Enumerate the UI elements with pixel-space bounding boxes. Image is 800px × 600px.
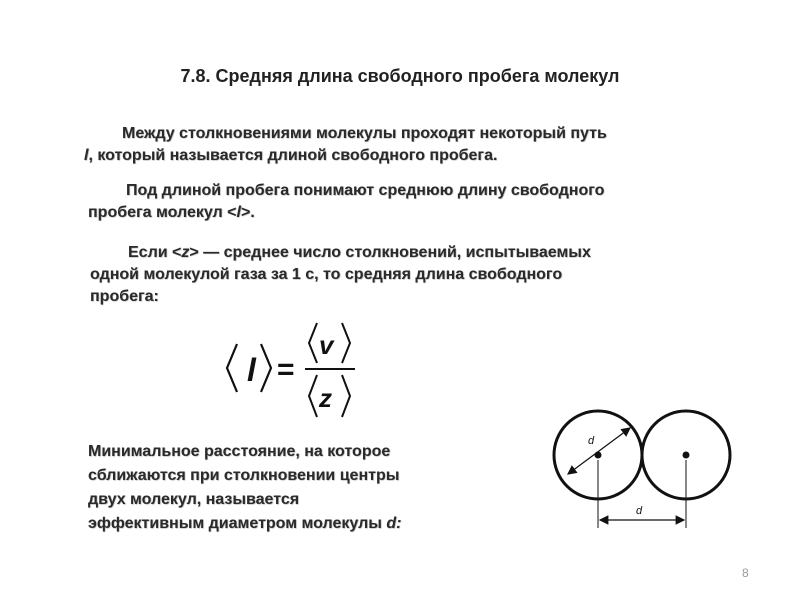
p1-line1: Между столкновениями молекулы проходят некоторый путь: [122, 125, 607, 142]
p3-line3: пробега:: [90, 288, 159, 305]
p4-line2: сближаются при столкновении центры: [88, 467, 400, 484]
page-number: 8: [742, 566, 749, 580]
p2-var-l: l: [236, 204, 241, 221]
center-distance-label: d: [636, 505, 643, 517]
formula-left-angle-close: [261, 344, 271, 392]
formula-num-angle-close: [342, 323, 350, 363]
molecule-collision-diagram: [548, 400, 748, 540]
p3-line1-start: Если <: [128, 244, 182, 261]
paragraph-effective-diameter: [88, 440, 498, 536]
formula-lhs-l: l: [247, 352, 256, 388]
p3-line1-end: > — среднее число столкновений, испытываемых: [189, 244, 591, 261]
molecule-right-center: [683, 452, 690, 459]
p4-line3: двух молекул, называется: [88, 491, 300, 508]
formula-num-angle-open: [309, 323, 317, 363]
diameter-label: d: [588, 435, 595, 447]
p1-var-l: l: [84, 147, 89, 164]
p3-line2: одной молекулой газа за 1 с, то средняя длина свободного: [90, 266, 563, 283]
formula-denominator-z: z: [319, 383, 332, 413]
p2-line2-start: пробега молекул <: [88, 204, 237, 221]
molecule-left-center: [595, 452, 602, 459]
paragraph-mean-free-path-definition: [84, 123, 734, 167]
p2-line1: Под длиной пробега понимают среднюю длину свободного: [126, 182, 605, 199]
p1-line2: , который называется длиной свободного пробега.: [88, 147, 498, 164]
formula-equals: =: [277, 353, 295, 386]
p3-var-z: z: [181, 244, 190, 261]
formula-den-angle-open: [309, 375, 317, 417]
slide-title: 7.8. Средняя длина свободного пробега молекул: [180, 66, 620, 86]
diameter-arrow: [568, 428, 630, 474]
formula-left-angle-open: [227, 344, 237, 392]
p4-line4-start: эффективным диаметром молекулы: [88, 515, 387, 532]
p4-line1: Минимальное расстояние, на которое: [88, 443, 391, 460]
p2-line2-end: >.: [240, 204, 255, 221]
paragraph-collision-count: [90, 242, 730, 308]
p4-var-d: d:: [386, 515, 402, 532]
formula-numerator-v: v: [319, 330, 334, 360]
formula-den-angle-close: [342, 375, 350, 417]
mean-free-path-formula: [215, 318, 365, 423]
paragraph-mean-length: [88, 180, 738, 224]
